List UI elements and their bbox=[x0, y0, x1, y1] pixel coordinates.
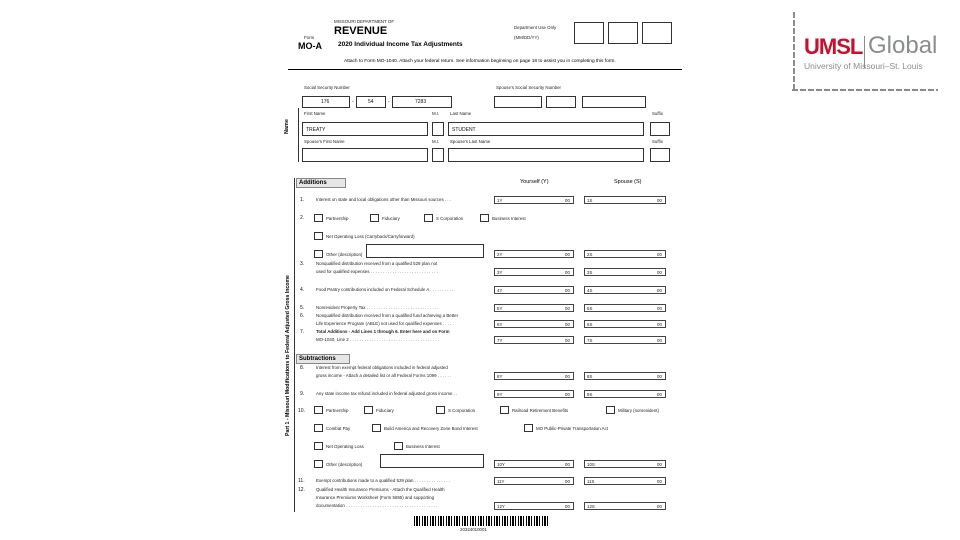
line-10-railroad-checkbox[interactable] bbox=[500, 406, 509, 414]
date-format-label: (MM/DD/YY) bbox=[514, 35, 539, 40]
name-side-label: Name bbox=[284, 119, 290, 134]
ssn-part-3[interactable]: 7283 bbox=[392, 96, 452, 108]
additions-heading: Additions bbox=[296, 178, 346, 188]
line-10-scorp-label: S Corporation bbox=[448, 408, 476, 413]
line-10-partnership-checkbox[interactable] bbox=[314, 406, 323, 414]
line-3-spouse-field[interactable]: 3S 00 bbox=[584, 268, 666, 276]
suffix-field[interactable] bbox=[650, 122, 670, 136]
dept-use-box-1 bbox=[574, 22, 604, 44]
line-10-other-label: Other (description) bbox=[326, 462, 363, 467]
part1-side-bar bbox=[294, 178, 295, 512]
line-10-other-checkbox[interactable] bbox=[314, 460, 323, 468]
umsl-global-logo bbox=[792, 12, 940, 94]
line-3-num: 3. bbox=[300, 261, 305, 267]
form-id: MO-A bbox=[298, 41, 322, 51]
attach-note: Attach to Form MO-1040. Attach your federal return. See information beginning on page 18 to assist you in completing this form. bbox=[344, 59, 616, 64]
line-1-text: Interest on state and local obligations other than Missouri sources . . . bbox=[316, 197, 451, 202]
line-2-fiduciary-checkbox[interactable] bbox=[370, 214, 379, 222]
line-10-num: 10. bbox=[298, 408, 305, 414]
last-name-label: Last Name bbox=[450, 111, 472, 116]
dept-small: MISSOURI DEPARTMENT OF bbox=[334, 19, 395, 24]
line-2-num: 2. bbox=[300, 215, 305, 221]
last-name-field[interactable]: STUDENT bbox=[448, 122, 644, 136]
line-2-yourself-field[interactable]: 2Y 00 bbox=[494, 250, 574, 258]
line-6-text: Nonqualified distribution received from a qualified fund achieving a Better bbox=[316, 313, 459, 318]
line-9-text: Any state income tax refund included in federal adjusted gross income . . bbox=[316, 391, 458, 396]
line-11-yourself-field[interactable]: 11Y 00 bbox=[494, 477, 574, 485]
line-1-num: 1. bbox=[300, 197, 305, 203]
logo-university: University of Missouri–St. Louis bbox=[804, 61, 923, 71]
line-11-text: Exempt contributions made to a qualified 529 plan . . . . . . . . . . . . . . . bbox=[316, 478, 450, 483]
line-8-yourself-field[interactable]: 8Y 00 bbox=[494, 372, 574, 380]
line-10-nol-label: Net Operating Loss bbox=[326, 444, 364, 449]
dept-use-box-3 bbox=[642, 22, 672, 44]
line-10-transport-act-checkbox[interactable] bbox=[524, 424, 533, 432]
line-4-spouse-field[interactable]: 4S 00 bbox=[584, 286, 666, 294]
line-12-num: 12. bbox=[298, 487, 305, 493]
line-6-spouse-field[interactable]: 6S 00 bbox=[584, 320, 666, 328]
line-6-text-2: Life Experience Program (ABLE) not used for qualified expenses . . . . . bbox=[316, 321, 454, 326]
line-10-fiduciary-checkbox[interactable] bbox=[364, 406, 373, 414]
line-7-text-2: MO-1040, Line 2 . . . . . . . . . . . . . . . . . . . . . . . . . . . . . . . . . . . . . bbox=[316, 337, 439, 342]
ssn-part-2[interactable]: 54 bbox=[356, 96, 386, 108]
first-name-label: First Name bbox=[304, 111, 326, 116]
line-8-text-2: gross income - Attach a detailed list or all Federal Forms 1099 . . . . . . bbox=[316, 373, 452, 378]
line-5-spouse-field[interactable]: 5S 00 bbox=[584, 304, 666, 312]
line-2-nol-label: Net Operating Loss (Carryback/Carryforward) bbox=[326, 234, 415, 239]
form-title: 2020 Individual Income Tax Adjustments bbox=[338, 41, 463, 48]
mi-field[interactable] bbox=[432, 122, 444, 136]
line-4-yourself-field[interactable]: 4Y 00 bbox=[494, 286, 574, 294]
first-name-field[interactable]: TREATY bbox=[302, 122, 428, 136]
header-divider bbox=[288, 69, 682, 70]
logo-umsl: UMSL bbox=[804, 34, 863, 59]
line-1-yourself-field[interactable]: 1Y 00 bbox=[494, 196, 574, 204]
line-4-text: Food Pantry contributions included on Federal Schedule A . . . . . . . . . . bbox=[316, 287, 454, 292]
line-12-text: Qualified Health Insurance Premiums - Attach the Qualified Health bbox=[316, 487, 445, 492]
line-10-nol-checkbox[interactable] bbox=[314, 442, 323, 450]
spouse-ssn-part-3[interactable] bbox=[582, 96, 646, 108]
part1-side-label: Part 1 - Missouri Modifications to Federal Adjusted Gross Income bbox=[285, 275, 291, 436]
line-7-spouse-field[interactable]: 7S 00 bbox=[584, 336, 666, 344]
line-2-business-interest-checkbox[interactable] bbox=[480, 214, 489, 222]
line-12-text-3: documentation . . . . . . . . . . . . . . . . . . . . . . . . . . . . . . . . . . . . . . bbox=[316, 503, 438, 508]
line-8-spouse-field[interactable]: 8S 00 bbox=[584, 372, 666, 380]
dept-name: REVENUE bbox=[334, 25, 388, 37]
line-10-other-description-field[interactable] bbox=[380, 454, 484, 468]
col-yourself-heading: Yourself (Y) bbox=[520, 179, 549, 185]
suffix-label: Suffix bbox=[652, 111, 663, 116]
line-10-scorp-checkbox[interactable] bbox=[436, 406, 445, 414]
line-2-spouse-field[interactable]: 2S 00 bbox=[584, 250, 666, 258]
line-10-business-interest-checkbox[interactable] bbox=[394, 442, 403, 450]
line-2-fiduciary-label: Fiduciary bbox=[382, 216, 400, 221]
line-10-combat-pay-label: Combat Pay bbox=[326, 426, 351, 431]
line-9-num: 9. bbox=[300, 391, 305, 397]
mi-label: M.I. bbox=[432, 111, 440, 116]
line-2-nol-checkbox[interactable] bbox=[314, 232, 323, 240]
line-12-text-2: Insurance Premiums Worksheet (Form 5695) and supporting bbox=[316, 495, 435, 500]
line-2-scorp-checkbox[interactable] bbox=[424, 214, 433, 222]
spouse-mi-field[interactable] bbox=[432, 148, 444, 162]
line-12-spouse-field[interactable]: 12S 00 bbox=[584, 502, 666, 510]
line-5-text: Nonresident Property Tax . . . . . . . . . . . . . . . . . . . . . . . . . . . . . . bbox=[316, 305, 439, 310]
line-9-yourself-field[interactable]: 9Y 00 bbox=[494, 390, 574, 398]
ssn-label: Social Security Number bbox=[304, 85, 350, 90]
subtractions-heading: Subtractions bbox=[296, 354, 350, 364]
line-7-yourself-field[interactable]: 7Y 00 bbox=[494, 336, 574, 344]
line-2-partnership-checkbox[interactable] bbox=[314, 214, 323, 222]
line-10-military-label: Military (nonresident) bbox=[618, 408, 659, 413]
line-4-num: 4. bbox=[300, 287, 305, 293]
line-2-business-interest-label: Business Interest bbox=[492, 216, 526, 221]
line-10-build-america-checkbox[interactable] bbox=[372, 424, 381, 432]
line-10-build-america-label: Build America and Recovery Zone Bond Interest bbox=[384, 426, 478, 431]
name-side-bar bbox=[298, 108, 299, 162]
spouse-first-name-field[interactable] bbox=[302, 148, 428, 162]
line-2-other-checkbox[interactable] bbox=[314, 250, 323, 258]
line-2-other-label: Other (description) bbox=[326, 252, 363, 257]
barcode-number: 20324010001 bbox=[460, 527, 487, 532]
spouse-suffix-label: Suffix bbox=[652, 139, 663, 144]
ssn-dash-2: - bbox=[388, 99, 390, 105]
line-10-combat-pay-checkbox[interactable] bbox=[314, 424, 323, 432]
dept-use-label: Department Use Only bbox=[514, 25, 557, 30]
barcode bbox=[414, 516, 550, 526]
line-10-yourself-field[interactable]: 10Y 00 bbox=[494, 460, 574, 468]
line-5-yourself-field[interactable]: 5Y 00 bbox=[494, 304, 574, 312]
ssn-dash-1: - bbox=[352, 99, 354, 105]
line-10-military-checkbox[interactable] bbox=[606, 406, 615, 414]
spouse-mi-label: M.I. bbox=[432, 139, 440, 144]
line-10-railroad-label: Railroad Retirement Benefits bbox=[512, 408, 569, 413]
line-11-spouse-field[interactable]: 11S 00 bbox=[584, 477, 666, 485]
line-11-num: 11. bbox=[298, 478, 305, 484]
spouse-ssn-label: Spouse's Social Security Number bbox=[496, 85, 562, 90]
spouse-ssn-part-2[interactable] bbox=[546, 96, 576, 108]
spouse-ssn-part-1[interactable] bbox=[494, 96, 542, 108]
line-10-partnership-label: Partnership bbox=[326, 408, 349, 413]
line-10-business-interest-label: Business Interest bbox=[406, 444, 440, 449]
line-2-other-description-field[interactable] bbox=[366, 244, 484, 258]
spouse-first-label: Spouse's First Name bbox=[304, 139, 345, 144]
line-3-yourself-field[interactable]: 3Y 00 bbox=[494, 268, 574, 276]
line-12-yourself-field[interactable]: 12Y 00 bbox=[494, 502, 574, 510]
line-5-num: 5. bbox=[300, 305, 305, 311]
spouse-last-name-field[interactable] bbox=[448, 148, 644, 162]
line-9-spouse-field[interactable]: 9S 00 bbox=[584, 390, 666, 398]
line-7-num: 7. bbox=[300, 329, 305, 335]
dept-use-box-2 bbox=[608, 22, 638, 44]
form-label: Form bbox=[304, 35, 315, 40]
line-1-spouse-field[interactable]: 1S 00 bbox=[584, 196, 666, 204]
line-6-yourself-field[interactable]: 6Y 00 bbox=[494, 320, 574, 328]
spouse-suffix-field[interactable] bbox=[650, 148, 670, 162]
line-8-num: 8. bbox=[300, 365, 305, 371]
line-10-spouse-field[interactable]: 10S 00 bbox=[584, 460, 666, 468]
logo-global: Global bbox=[868, 32, 938, 59]
spouse-last-label: Spouse's Last Name bbox=[450, 139, 491, 144]
line-7-text: Total Additions - Add Lines 1 through 6. Enter here and on Form bbox=[316, 329, 450, 334]
line-10-transport-act-label: MO Public-Private Transportation Act bbox=[536, 426, 608, 431]
mo-a-form-document bbox=[284, 12, 686, 540]
line-2-partnership-label: Partnership bbox=[326, 216, 349, 221]
line-3-text-2: used for qualified expenses . . . . . . . . . . . . . . . . . . . . . . . . . . . . bbox=[316, 269, 438, 274]
line-8-text: Interest from exempt federal obligations included in federal adjusted bbox=[316, 365, 448, 370]
line-2-scorp-label: S Corporation bbox=[436, 216, 464, 221]
line-3-text: Nonqualified distribution received from a qualified 529 plan not bbox=[316, 261, 438, 266]
line-10-fiduciary-label: Fiduciary bbox=[376, 408, 394, 413]
ssn-part-1[interactable]: 176 bbox=[302, 96, 350, 108]
col-spouse-heading: Spouse (S) bbox=[614, 179, 642, 185]
line-6-num: 6. bbox=[300, 313, 305, 319]
